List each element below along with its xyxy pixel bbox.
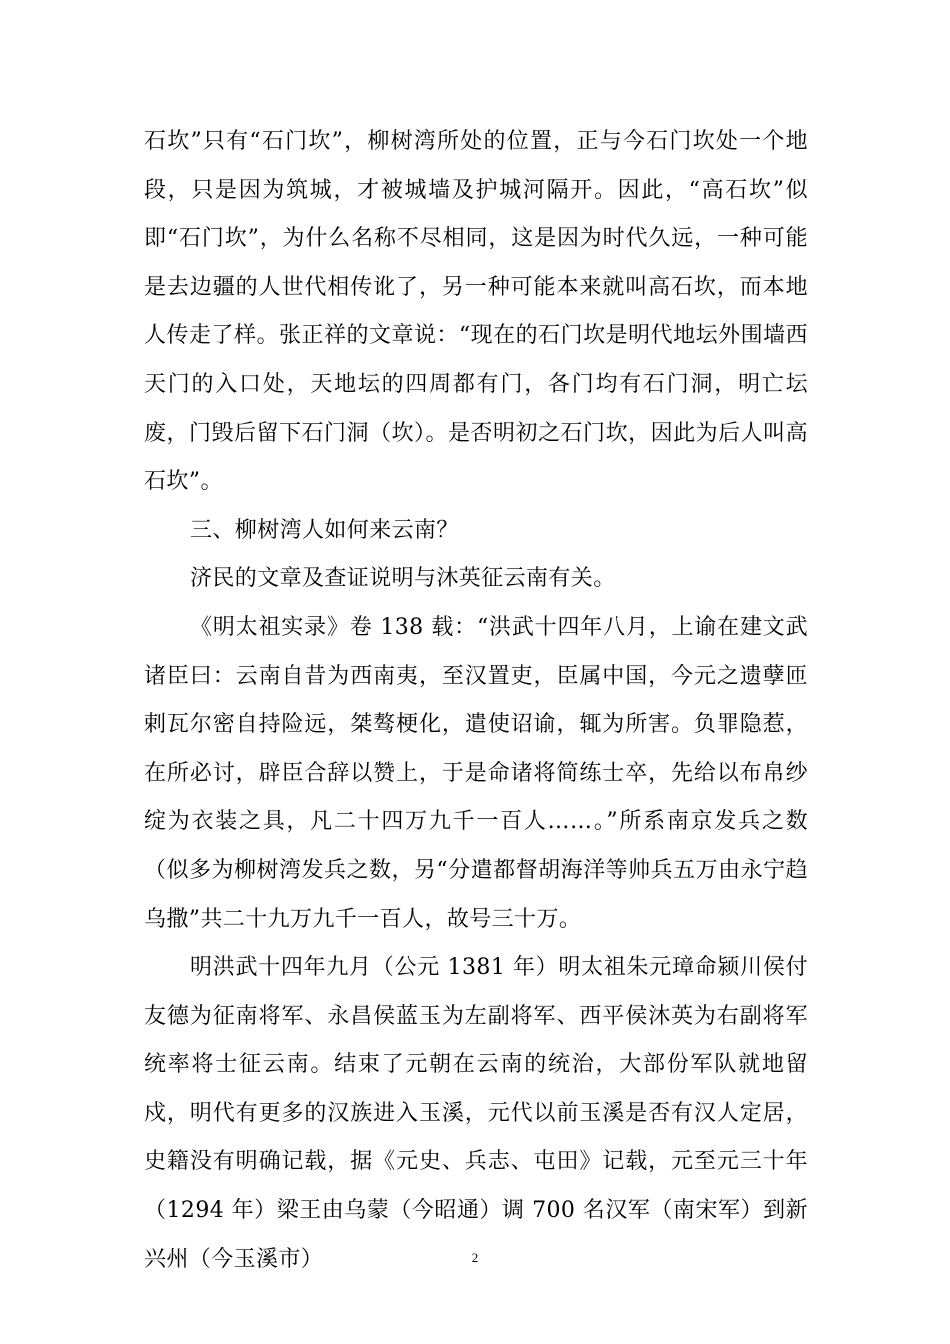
section-heading: 三、柳树湾人如何来云南？ xyxy=(190,517,459,543)
page-number: 2 xyxy=(471,1250,479,1265)
paragraph-3: 《明太祖实录》卷 138 载：“洪武十四年八月，上谕在建文武诸臣曰：云南自昔为西南夷，至汉置吏，臣属中国，今元之遗孽匝剌瓦尔密自持险远，桀骜梗化，遣使诏谕，辄为所害。负罪隐惹，在所必讨，辟臣合辞以赞上，于是命诸将简练士卒，先给以布帛纱绽为衣装之具，凡二十四万九千一百人……。”所系南京发兵之数（似多为柳树湾发兵之数，另“分遣都督胡海洋等帅兵五万由永宁趋乌撒”共二十九万九千一百人，故号三十万。 xyxy=(144,614,808,932)
paragraph-1: 石坎”只有“石门坎”，柳树湾所处的位置，正与今石门坎处一个地段，只是因为筑城，才被城墙及护城河隔开。因此，“高石坎”似即“石门坎”，为什么名称不尽相同，这是因为时代久远，一种可能是去边疆的人世代相传讹了，另一种可能本来就叫高石坎，而本地人传走了样。张正祥的文章说：“现在的石门坎是明代地坛外围墙西天门的入口处，天地坛的四周都有门，各门均有石门洞，明亡坛废，门毁后留下石门洞（坎）。是否明初之石门坎，因此为后人叫高石坎”。 xyxy=(144,129,808,495)
body-text xyxy=(144,118,808,1284)
paragraph-4: 明洪武十四年九月（公元 1381 年）明太祖朱元璋命颍川侯付友德为征南将军、永昌侯蓝玉为左副将军、西平侯沐英为右副将军统率将士征云南。结束了元朝在云南的统治，大部份军队就地留戍，明代有更多的汉族进入玉溪，元代以前玉溪是否有汉人定居，史籍没有明确记载，据《元史、兵志、屯田》记载，元至元三十年（1294 年）梁王由乌蒙（今昭通）调 700 名汉军（南宋军）到新兴州（今玉溪市） xyxy=(144,955,808,1272)
paragraph-2: 济民的文章及查证说明与沐英征云南有关。 xyxy=(190,566,616,592)
